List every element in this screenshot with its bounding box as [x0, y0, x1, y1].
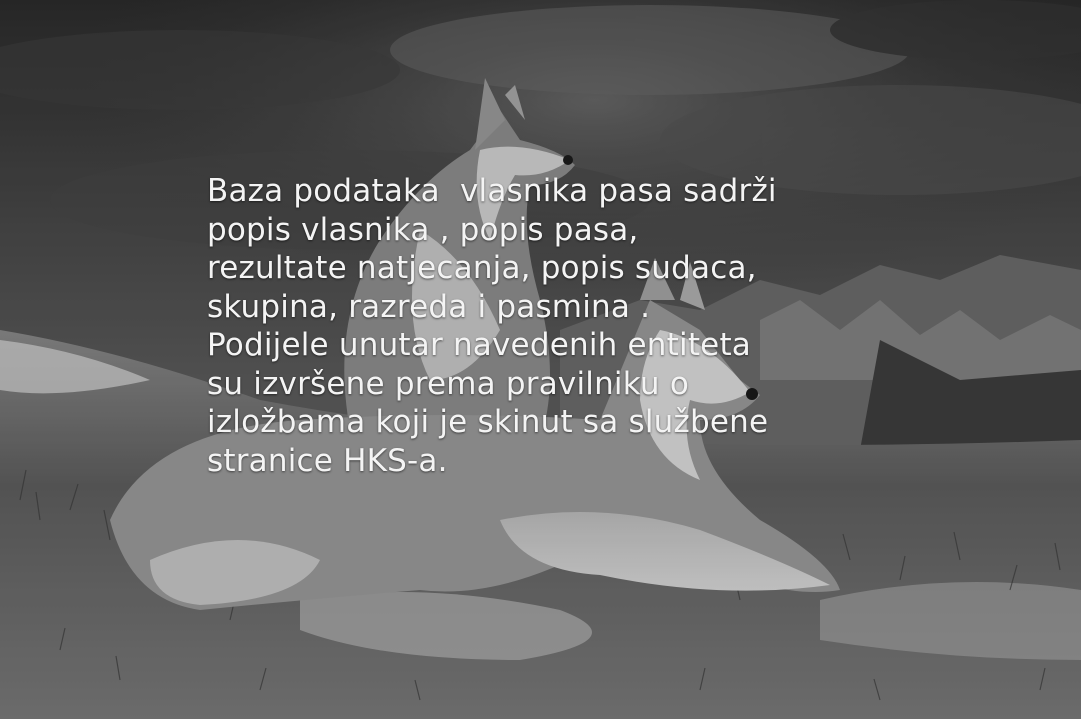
text-line: popis vlasnika , popis pasa, [207, 211, 639, 248]
text-line: su izvršene prema pravilniku o [207, 365, 690, 402]
text-line: stranice HKS-a. [207, 442, 448, 479]
description-text [207, 172, 907, 480]
text-line: izložbama koji je skinut sa službene [207, 404, 769, 440]
text-line: skupina, razreda i pasmina . [207, 288, 651, 325]
text-line: rezultate natjecanja, popis sudaca, [207, 250, 757, 286]
text-line: Podijele unutar navedenih entiteta [207, 327, 752, 363]
text-line: Baza podataka vlasnika pasa sadrži [207, 173, 777, 209]
